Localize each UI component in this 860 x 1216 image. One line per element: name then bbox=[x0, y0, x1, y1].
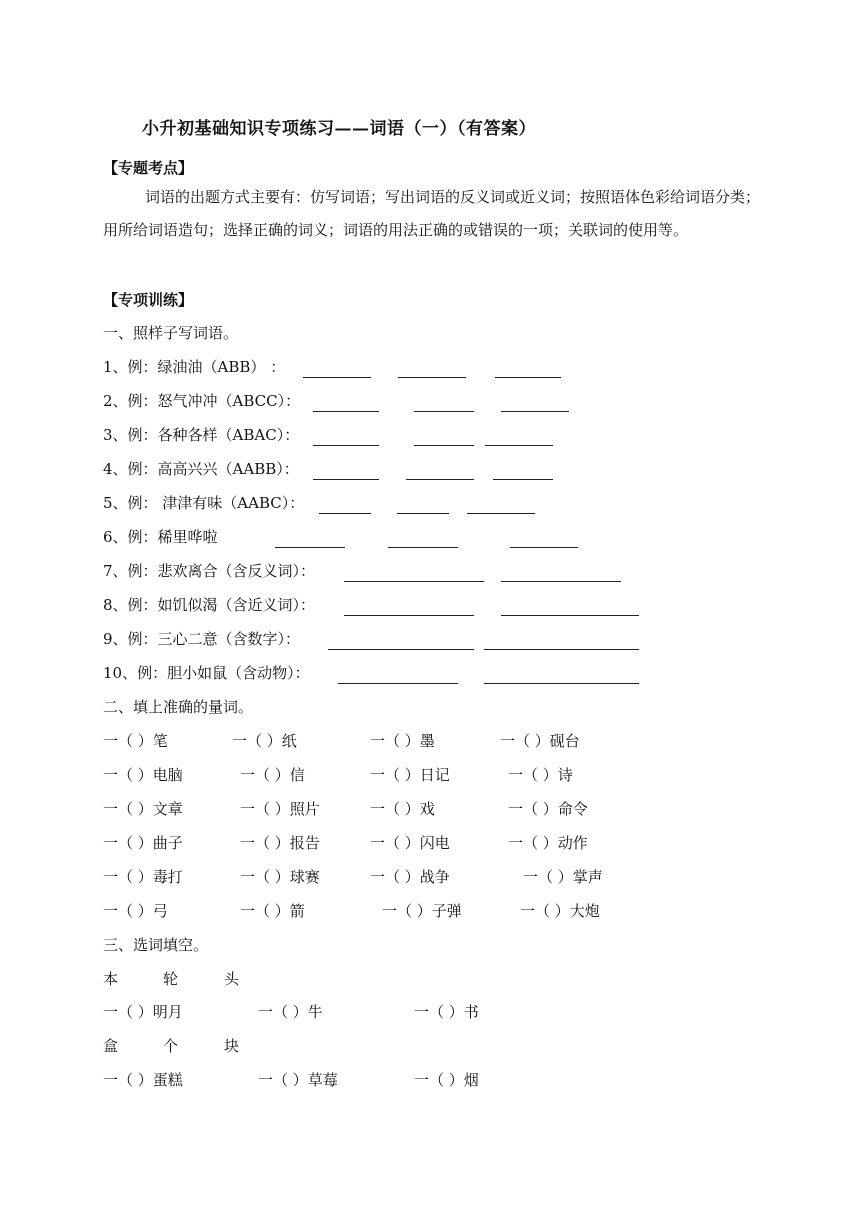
kaodian-text: 词语的出题方式主要有：仿写词语；写出词语的反义词或近义词；按照语体色彩给词语分类；用所给词语造句；选择正确的词义；词语的用法正确的或错误的一项；关联词的使用等。 bbox=[103, 188, 761, 239]
item-label: 5、例： 津津有味（AABC）： bbox=[103, 494, 305, 512]
word-option: 头 bbox=[224, 970, 240, 988]
measure-word-item: 一（ ）动作 bbox=[508, 834, 588, 852]
part1-item-10 bbox=[103, 662, 310, 684]
measure-word-item: 一（ ）信 bbox=[240, 766, 305, 784]
answer-blank[interactable] bbox=[313, 445, 379, 446]
xunlian-heading: 【专项训练】 bbox=[103, 291, 194, 309]
measure-word-item: 一（ ）球赛 bbox=[240, 868, 320, 886]
answer-blank[interactable] bbox=[484, 649, 639, 650]
measure-word-item: 一（ ）曲子 bbox=[103, 834, 183, 852]
measure-word-item: 一（ ）箭 bbox=[240, 902, 305, 920]
part3-heading: 三、选词填空。 bbox=[103, 936, 209, 954]
answer-blank[interactable] bbox=[501, 411, 569, 412]
item-label: 6、例：稀里哗啦 bbox=[103, 528, 218, 546]
part2-row-5 bbox=[103, 866, 763, 888]
answer-blank[interactable] bbox=[493, 479, 553, 480]
answer-blank[interactable] bbox=[275, 547, 345, 548]
part2-heading: 二、填上准确的量词。 bbox=[103, 698, 254, 716]
answer-blank[interactable] bbox=[484, 683, 639, 684]
part3-items-1 bbox=[103, 1001, 603, 1023]
measure-word-item: 一（ ）报告 bbox=[240, 834, 320, 852]
part1-item-5 bbox=[103, 492, 304, 514]
answer-blank[interactable] bbox=[313, 411, 379, 412]
answer-blank[interactable] bbox=[338, 683, 458, 684]
answer-blank[interactable] bbox=[495, 377, 561, 378]
answer-blank[interactable] bbox=[501, 581, 621, 582]
kaodian-heading: 【专题考点】 bbox=[103, 159, 194, 177]
measure-word-item: 一（ ）日记 bbox=[370, 766, 450, 784]
measure-word-item: 一（ ）大炮 bbox=[520, 902, 600, 920]
part1-item-8 bbox=[103, 594, 315, 616]
part1-item-9 bbox=[103, 628, 300, 650]
part2-row-1 bbox=[103, 730, 763, 752]
part1-item-7 bbox=[103, 560, 315, 582]
answer-blank[interactable] bbox=[485, 445, 553, 446]
measure-word-item: 一（ ）笔 bbox=[103, 732, 168, 750]
part1-item-4 bbox=[103, 458, 299, 480]
answer-blank[interactable] bbox=[467, 513, 535, 514]
answer-blank[interactable] bbox=[397, 513, 449, 514]
item-label: 9、例：三心二意（含数字）： bbox=[103, 630, 301, 648]
measure-word-item: 一（ ）纸 bbox=[232, 732, 297, 750]
answer-blank[interactable] bbox=[319, 513, 371, 514]
part2-row-3 bbox=[103, 798, 763, 820]
fill-item: 一（ ）书 bbox=[414, 1003, 479, 1021]
answer-blank[interactable] bbox=[414, 445, 474, 446]
answer-blank[interactable] bbox=[510, 547, 578, 548]
item-label: 7、例：悲欢离合（含反义词）： bbox=[103, 562, 316, 580]
part1-item-2 bbox=[103, 390, 300, 412]
answer-blank[interactable] bbox=[388, 547, 458, 548]
measure-word-item: 一（ ）掌声 bbox=[523, 868, 603, 886]
page-title: 小升初基础知识专项练习——词语（一）（有答案） bbox=[142, 119, 536, 139]
part2-row-2 bbox=[103, 764, 763, 786]
part3-word-bank-2 bbox=[103, 1035, 403, 1057]
answer-blank[interactable] bbox=[414, 411, 474, 412]
fill-item: 一（ ）烟 bbox=[414, 1071, 479, 1089]
measure-word-item: 一（ ）战争 bbox=[370, 868, 450, 886]
word-option: 本 bbox=[103, 970, 119, 988]
item-label: 10、例：胆小如鼠（含动物）： bbox=[103, 664, 310, 682]
answer-blank[interactable] bbox=[303, 377, 371, 378]
part1-item-6 bbox=[103, 526, 218, 548]
fill-item: 一（ ）明月 bbox=[103, 1003, 183, 1021]
answer-blank[interactable] bbox=[328, 649, 474, 650]
measure-word-item: 一（ ）文章 bbox=[103, 800, 183, 818]
word-option: 轮 bbox=[163, 970, 179, 988]
answer-blank[interactable] bbox=[406, 479, 474, 480]
word-option: 盒 bbox=[103, 1037, 119, 1055]
measure-word-item: 一（ ）墨 bbox=[370, 732, 435, 750]
word-option: 个 bbox=[163, 1037, 179, 1055]
item-label: 2、例：怒气冲冲（ABCC）： bbox=[103, 392, 301, 410]
answer-blank[interactable] bbox=[344, 615, 474, 616]
kaodian-paragraph bbox=[103, 181, 763, 247]
part2-row-6 bbox=[103, 900, 763, 922]
item-label: 4、例：高高兴兴（AABB）： bbox=[103, 460, 299, 478]
part1-heading: 一、照样子写词语。 bbox=[103, 324, 239, 342]
part2-row-4 bbox=[103, 832, 763, 854]
measure-word-item: 一（ ）毒打 bbox=[103, 868, 183, 886]
measure-word-item: 一（ ）砚台 bbox=[500, 732, 580, 750]
part3-word-bank-1 bbox=[103, 968, 403, 990]
fill-item: 一（ ）蛋糕 bbox=[103, 1071, 183, 1089]
item-label: 1、例：绿油油（ABB） ： bbox=[103, 358, 286, 376]
measure-word-item: 一（ ）电脑 bbox=[103, 766, 183, 784]
measure-word-item: 一（ ）戏 bbox=[370, 800, 435, 818]
answer-blank[interactable] bbox=[398, 377, 466, 378]
fill-item: 一（ ）草莓 bbox=[258, 1071, 338, 1089]
part1-item-1 bbox=[103, 356, 285, 378]
answer-blank[interactable] bbox=[313, 479, 379, 480]
word-option: 块 bbox=[224, 1037, 240, 1055]
item-label: 8、例：如饥似渴（含近义词）： bbox=[103, 596, 316, 614]
measure-word-item: 一（ ）弓 bbox=[103, 902, 168, 920]
part1-item-3 bbox=[103, 424, 299, 446]
measure-word-item: 一（ ）子弹 bbox=[382, 902, 462, 920]
measure-word-item: 一（ ）照片 bbox=[240, 800, 320, 818]
answer-blank[interactable] bbox=[344, 581, 484, 582]
measure-word-item: 一（ ）命令 bbox=[508, 800, 588, 818]
item-label: 3、例：各种各样（ABAC）： bbox=[103, 426, 300, 444]
fill-item: 一（ ）牛 bbox=[258, 1003, 323, 1021]
part3-items-2 bbox=[103, 1069, 603, 1091]
measure-word-item: 一（ ）闪电 bbox=[370, 834, 450, 852]
measure-word-item: 一（ ）诗 bbox=[508, 766, 573, 784]
answer-blank[interactable] bbox=[501, 615, 639, 616]
